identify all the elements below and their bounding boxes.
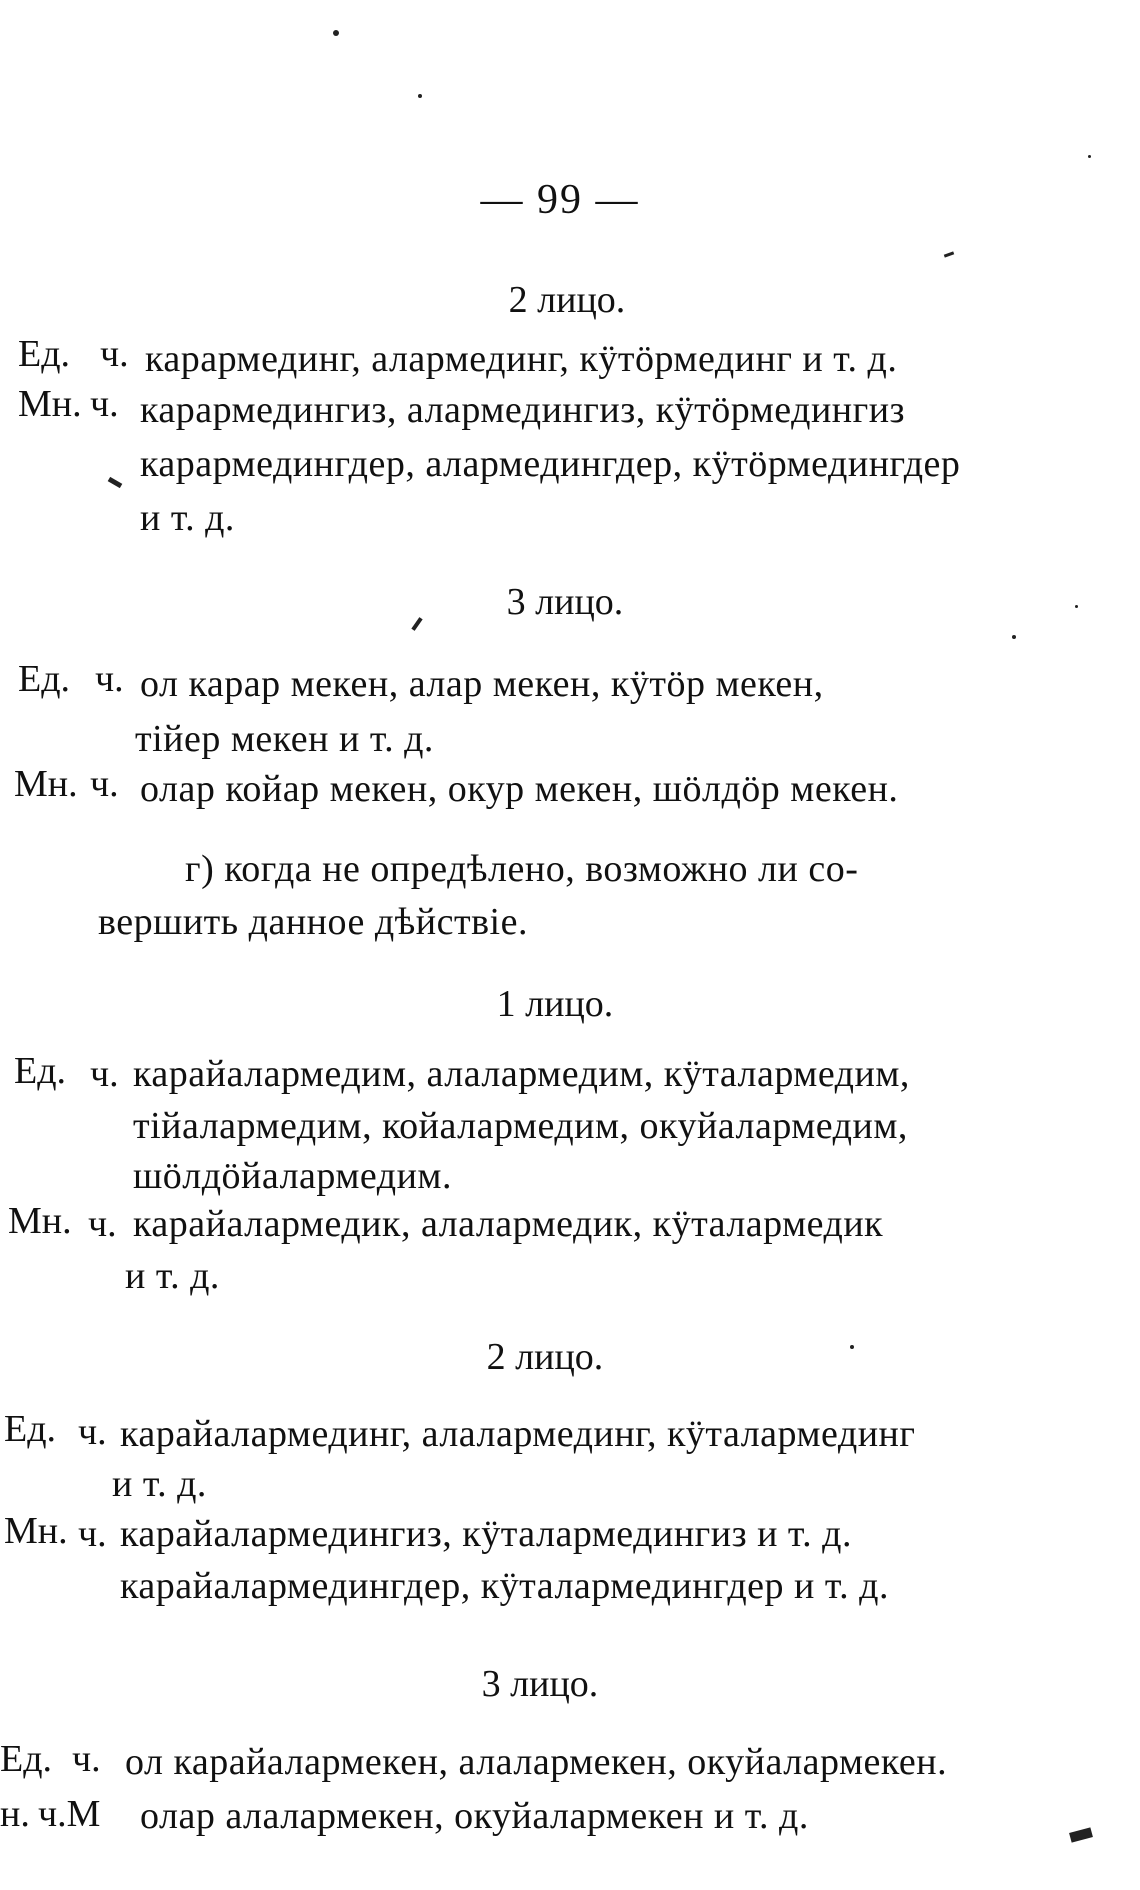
conjugation-line: тійалармедим, койалармедим, окуйалармедим, xyxy=(133,1105,908,1147)
section-heading-2nd-person: 2 лицо. xyxy=(486,1336,604,1378)
section-heading-3rd-person: 3 лицо. xyxy=(481,1663,599,1705)
row-label-number: ч. xyxy=(90,1053,119,1095)
row-label-number: ч. xyxy=(78,1411,107,1453)
row-label-plural: н. xyxy=(0,1793,30,1835)
conjugation-line: карайалармедингиз, кӱталармедингиз и т. д. xyxy=(120,1513,853,1555)
paragraph-line: вершить данное дѣйствіе. xyxy=(98,901,528,943)
print-speck xyxy=(1088,155,1091,158)
conjugation-line: и т. д. xyxy=(125,1255,220,1297)
page-number: — 99 — xyxy=(480,177,640,223)
row-label-plural: Мн. xyxy=(14,763,78,805)
row-label-singular: Ед. xyxy=(0,1738,53,1780)
conjugation-line: карармединг, алармединг, кӱтӧрмединг и т. д. xyxy=(145,338,898,380)
row-label-number: ч. xyxy=(78,1513,107,1555)
print-speck xyxy=(108,477,123,488)
section-heading-1st-person: 1 лицо. xyxy=(496,983,614,1025)
conjugation-line: олар алалармекен, окуйалармекен и т. д. xyxy=(140,1795,809,1837)
row-label-singular: Ед. xyxy=(4,1408,57,1450)
conjugation-line: олар койар мекен, окур мекен, шӧлдӧр мекен. xyxy=(140,768,899,810)
section-heading-3rd-person: 3 лицо. xyxy=(506,581,624,623)
row-label-plural: Мн. xyxy=(18,383,82,425)
section-heading-2nd-person: 2 лицо. xyxy=(508,279,626,321)
conjugation-line: ол карар мекен, алар мекен, кӱтӧр мекен, xyxy=(140,663,824,705)
row-label-number: ч.М xyxy=(38,1793,101,1835)
conjugation-line: и т. д. xyxy=(140,497,235,539)
print-speck xyxy=(1069,1827,1093,1842)
conjugation-line: ол карайалармекен, алалармекен, окуйалармекен. xyxy=(125,1741,948,1783)
row-label-number: ч. xyxy=(100,333,129,375)
print-speck xyxy=(333,30,339,36)
print-speck xyxy=(1012,635,1016,639)
row-label-singular: Ед. xyxy=(14,1050,67,1092)
conjugation-line: карармедингдер, алармедингдер, кӱтӧрмедингдер xyxy=(140,443,961,485)
row-label-number: ч. xyxy=(90,383,119,425)
conjugation-line: карайалармединг, алалармединг, кӱталармединг xyxy=(120,1413,916,1455)
row-label-number: ч. xyxy=(72,1738,101,1780)
print-speck xyxy=(944,251,954,257)
row-label-singular: Ед. xyxy=(18,333,71,375)
conjugation-line: шӧлдӧйалармедим. xyxy=(133,1155,452,1197)
conjugation-line: карармедингиз, алармедингиз, кӱтӧрмедингиз xyxy=(140,389,906,431)
conjugation-line: карайалармедингдер, кӱталармедингдер и т. д. xyxy=(120,1565,889,1607)
row-label-plural: Мн. xyxy=(8,1200,72,1242)
row-label-singular: Ед. xyxy=(18,658,71,700)
row-label-plural: Мн. xyxy=(4,1510,68,1552)
conjugation-line: карайалармедим, алалармедим, кӱталармедим, xyxy=(133,1053,910,1095)
conjugation-line: карайалармедик, алалармедик, кӱталармедик xyxy=(133,1203,884,1245)
print-speck xyxy=(850,1345,854,1349)
row-label-number: ч. xyxy=(90,763,119,805)
conjugation-line: и т. д. xyxy=(112,1463,207,1505)
row-label-number: ч. xyxy=(88,1203,117,1245)
conjugation-line: тійер мекен и т. д. xyxy=(135,718,434,760)
paragraph-line: г) когда не опредѣлено, возможно ли со- xyxy=(185,848,859,890)
row-label-number: ч. xyxy=(95,658,124,700)
print-speck xyxy=(418,94,422,98)
print-speck xyxy=(1075,605,1078,608)
